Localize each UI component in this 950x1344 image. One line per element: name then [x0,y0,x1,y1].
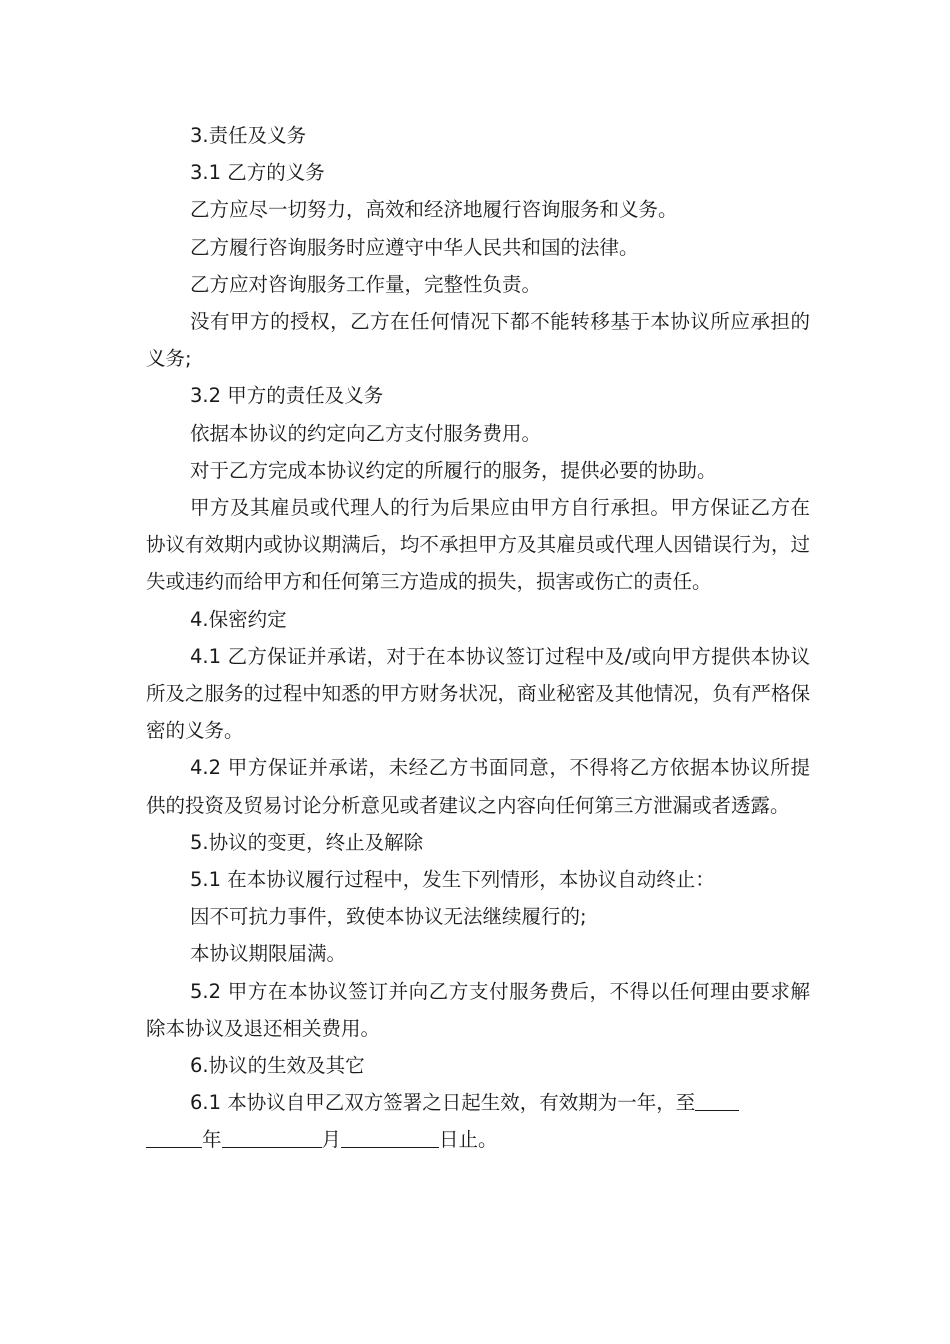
month-blank [222,1123,322,1148]
clause-6-1 [146,1084,810,1158]
clause-4-2: 4.2 甲方保证并承诺，未经乙方书面同意，不得将乙方依据本协议所提供的投资及贸易讨论分析意见或者建议之内容向任何第三方泄漏或者透露。 [146,756,810,817]
day-label: 日止。 [439,1128,498,1152]
month-label: 月 [321,1128,342,1152]
section-heading-5: 5.协议的变更，终止及解除 [190,830,424,854]
paragraph: 依据本协议的约定向乙方支付服务费用。 [190,421,542,445]
clause-5-1: 5.1 在本协议履行过程中，发生下列情形，本协议自动终止： [190,868,715,892]
clause-5-2: 5.2 甲方在本协议签订并向乙方支付服务费后，不得以任何理由要求解除本协议及退还相关费用。 [146,979,810,1040]
paragraph: 因不可抗力事件，致使本协议无法继续履行的; [190,905,587,929]
paragraph: 乙方履行咨询服务时应遵守中华人民共和国的法律。 [190,235,639,259]
paragraph: 对于乙方完成本协议约定的所履行的服务，提供必要的协助。 [190,458,717,482]
clause-6-1-text: 6.1 本协议自甲乙双方签署之日起生效，有效期为一年，至 [190,1091,696,1115]
section-heading-3: 3.责任及义务 [190,124,307,147]
paragraph: 本协议期限届满。 [190,942,347,966]
section-heading-4: 4.保密约定 [190,607,287,631]
document-body [146,117,810,1159]
subsection-heading-3-1: 3.1 乙方的义务 [190,161,325,185]
subsection-heading-3-2: 3.2 甲方的责任及义务 [190,384,384,408]
section-heading-6: 6.协议的生效及其它 [190,1054,365,1078]
blank-line [695,1086,739,1111]
year-blank [146,1123,202,1148]
paragraph: 没有甲方的授权，乙方在任何情况下都不能转移基于本协议所应承担的义务; [146,310,810,371]
paragraph: 甲方及其雇员或代理人的行为后果应由甲方自行承担。甲方保证乙方在协议有效期内或协议期满后，均不承担甲方及其雇员或代理人因错误行为，过失或违约而给甲方和任何第三方造成的损失，损害或伤亡的责任。 [146,496,810,594]
paragraph: 乙方应尽一切努力，高效和经济地履行咨询服务和义务。 [190,198,678,222]
day-blank [341,1123,439,1148]
clause-4-1: 4.1 乙方保证并承诺，对于在本协议签订过程中及/或向甲方提供本协议所及之服务的过程中知悉的甲方财务状况，商业秘密及其他情况，负有严格保密的义务。 [146,644,810,743]
year-label: 年 [202,1128,222,1152]
paragraph: 乙方应对咨询服务工作量，完整性负责。 [190,272,542,296]
